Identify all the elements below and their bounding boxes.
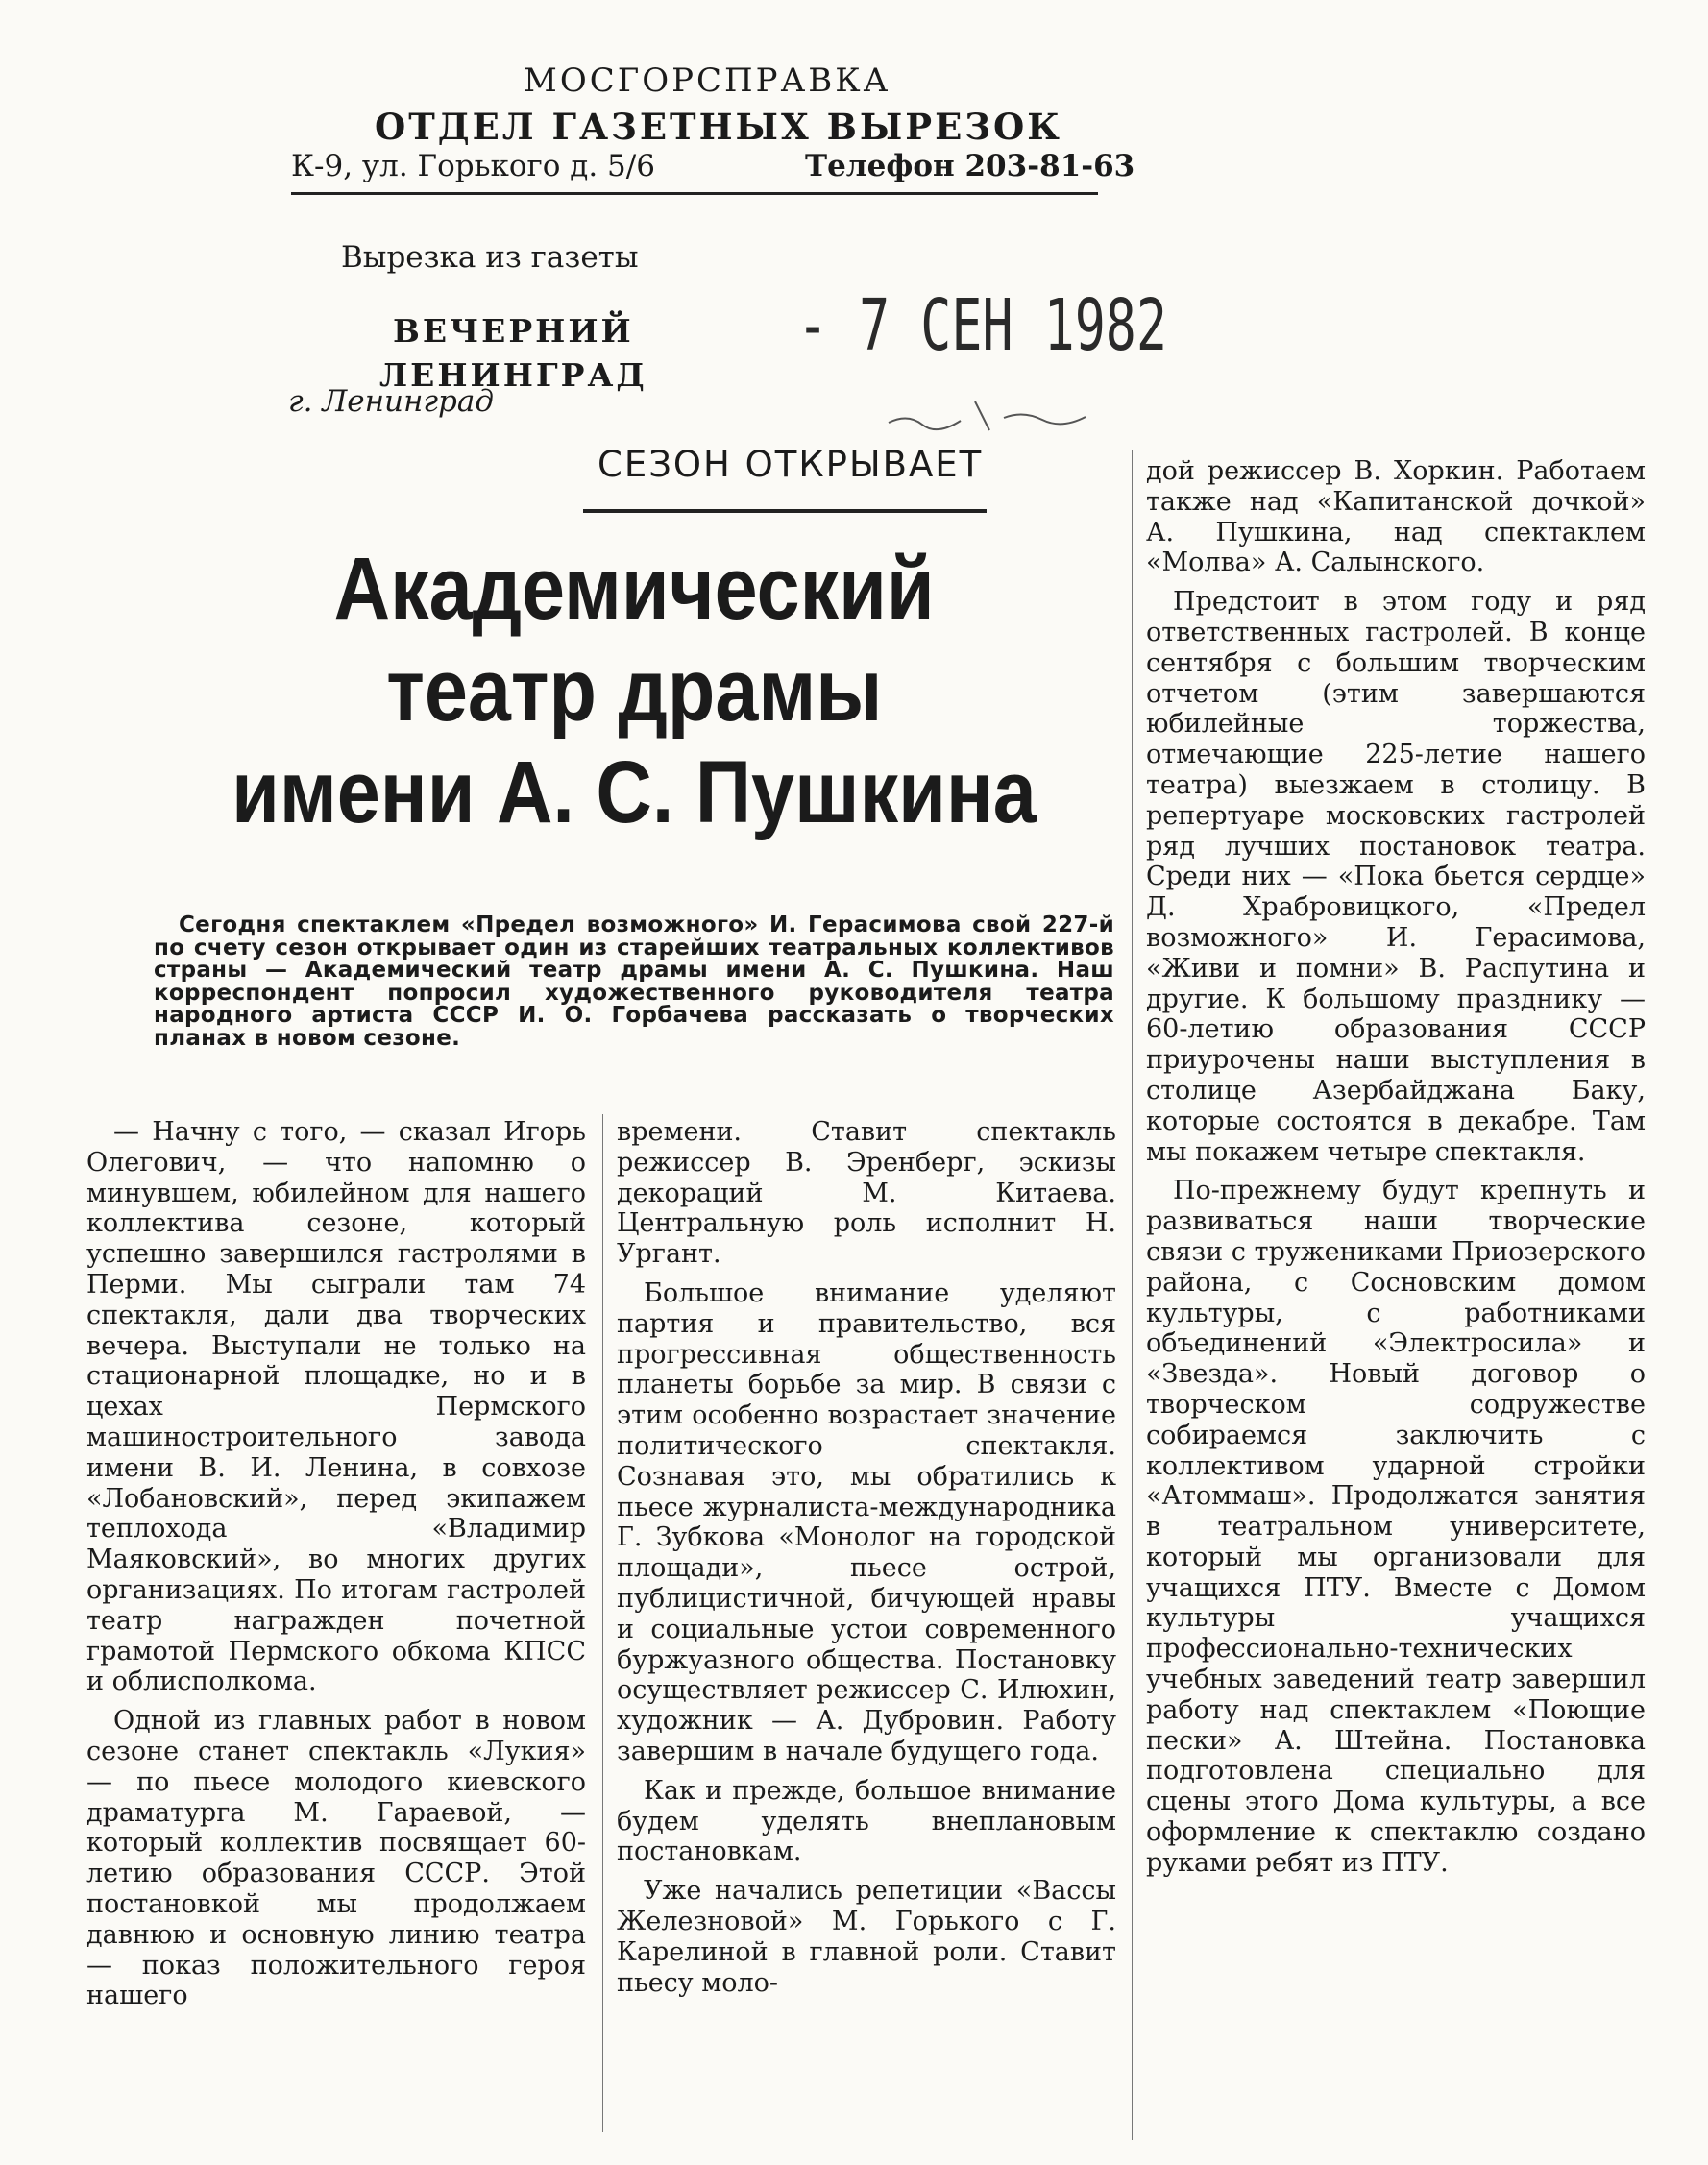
rubric: СЕЗОН ОТКРЫВАЕТ xyxy=(598,444,984,485)
newspaper-city: г. Ленинград xyxy=(288,384,495,419)
column-3 xyxy=(1146,456,1646,1887)
paragraph: Уже начались репетиции «Вассы Железновой» М. Горького с Г. Карелиной в главной роли. Ставит пьесу моло- xyxy=(617,1876,1116,1998)
bureau-address: К-9, ул. Горького д. 5/6 xyxy=(291,149,655,183)
handwritten-mark xyxy=(869,384,1138,442)
clipping-label: Вырезка из газеты xyxy=(341,240,639,275)
paragraph: Большое внимание уделяют партия и правительство, вся прогрессивная общественность планеты борьбе за мир. В связи с этим особенно возрастает значение политического спектакля. Сознавая это, мы обратились к пьесе журналиста-международника Г. Зубкова «Монолог на городской площади», пьесе острой, публицистичной, бичующей нравы и социальные устои современного буржуазного общества. Постановку осуществляет режиссер С. Илюхин, художник — А. Дубровин. Работу завершим в начале будущего года. xyxy=(617,1277,1116,1766)
bureau-department: ОТДЕЛ ГАЗЕТНЫХ ВЫРЕЗОК xyxy=(375,106,1062,148)
paragraph: Одной из главных работ в новом сезоне станет спектакль «Лукия» — по пьесе молодого киевского драматурга М. Гараевой, — который коллектив посвящает 60-летию образования СССР. Этой постановкой мы продолжаем давнюю и основную линию театра — показ положительного героя нашего xyxy=(86,1706,586,2011)
headline-line: имени А. С. Пушкина xyxy=(232,743,1037,841)
column-1 xyxy=(86,1117,586,2020)
newspaper-name: ВЕЧЕРНИЙ ЛЕНИНГРАД xyxy=(379,312,647,394)
lead-text: Сегодня спектаклем «Предел возможного» И. Герасимова свой 227-й по счету сезон открывает один из старейших театральных коллективов страны — Академический театр драмы имени А. С. Пушкина. Наш корреспондент попросил художественного руководителя театра народного артиста СССР И. О. Горбачева рассказать о творческих планах в новом сезоне. xyxy=(154,912,1114,1051)
stamp-divider xyxy=(291,192,1098,195)
paragraph: дой режиссер В. Хоркин. Работаем также над «Капитанской дочкой» А. Пушкина, над спектаклем «Молва» А. Салынского. xyxy=(1146,456,1646,578)
column-divider xyxy=(602,1114,603,2132)
column-divider xyxy=(1132,450,1133,2140)
headline xyxy=(154,538,1114,843)
date-stamp: - 7 СЕН 1982 xyxy=(797,284,1167,367)
paragraph: времени. Ставит спектакль режиссер В. Эренберг, эскизы декораций М. Китаева. Центральную роль исполнит Н. Ургант. xyxy=(617,1117,1116,1270)
paragraph: По-прежнему будут крепнуть и развиваться наши творческие связи с тружениками Приозерского района, с Сосновским домом культуры, с работниками объединений «Электросила» и «Звезда». Новый договор о творческом содружестве собираемся заключить с коллективом ударной стройки «Атоммаш». Продолжатся занятия в театральном университете, который мы организовали для учащихся ПТУ. Вместе с Домом культуры учащихся профессионально-технических учебных заведений театр завершил работу над спектаклем «Поющие пески» А. Штейна. Постановка подготовлена специально для сцены этого Дома культуры, а все оформление к спектаклю создано руками ребят из ПТУ. xyxy=(1146,1176,1646,1878)
paragraph: Как и прежде, большое внимание будем уделять внеплановым постановкам. xyxy=(617,1775,1116,1867)
paragraph: Предстоит в этом году и ряд ответственных гастролей. В конце сентября с большим творческим отчетом (этим завершаются юбилейные торжества, отмечающие 225-летие нашего театра) выезжаем в столицу. В репертуаре московских гастролей ряд лучших постановок театра. Среди них — «Пока бьется сердце» Д. Храбровицкого, «Предел возможного» И. Герасимова, «Живи и помни» В. Распутина и другие. К большому празднику — 60-летию образования СССР приурочены наши выступления в столице Азербайджана Баку, которые состоятся в декабре. Там мы покажем четыре спектакля. xyxy=(1146,587,1646,1167)
bureau-phone: Телефон 203-81-63 xyxy=(805,149,1135,183)
headline-line: Академический xyxy=(333,540,935,638)
headline-line: театр драмы xyxy=(385,642,883,740)
paragraph: — Начну с того, — сказал Игорь Олегович, — что напомню о минувшем, юбилейном для нашего коллектива сезоне, который успешно завершился гастролями в Перми. Мы сыграли там 74 спектакля, дали два творческих вечера. Выступали не только на стационарной площадке, но и в цехах Пермского машиностроительного завода имени В. И. Ленина, в совхозе «Лобановский», перед экипажем теплохода «Владимир Маяковский», во многих других организациях. По итогам гастролей театр награжден почетной грамотой Пермского обкома КПСС и облисполкома. xyxy=(86,1117,586,1697)
rubric-underline xyxy=(583,509,987,513)
column-2 xyxy=(617,1117,1116,2007)
lead-paragraph xyxy=(154,914,1114,1050)
bureau-name: МОСГОРСПРАВКА xyxy=(524,61,891,100)
